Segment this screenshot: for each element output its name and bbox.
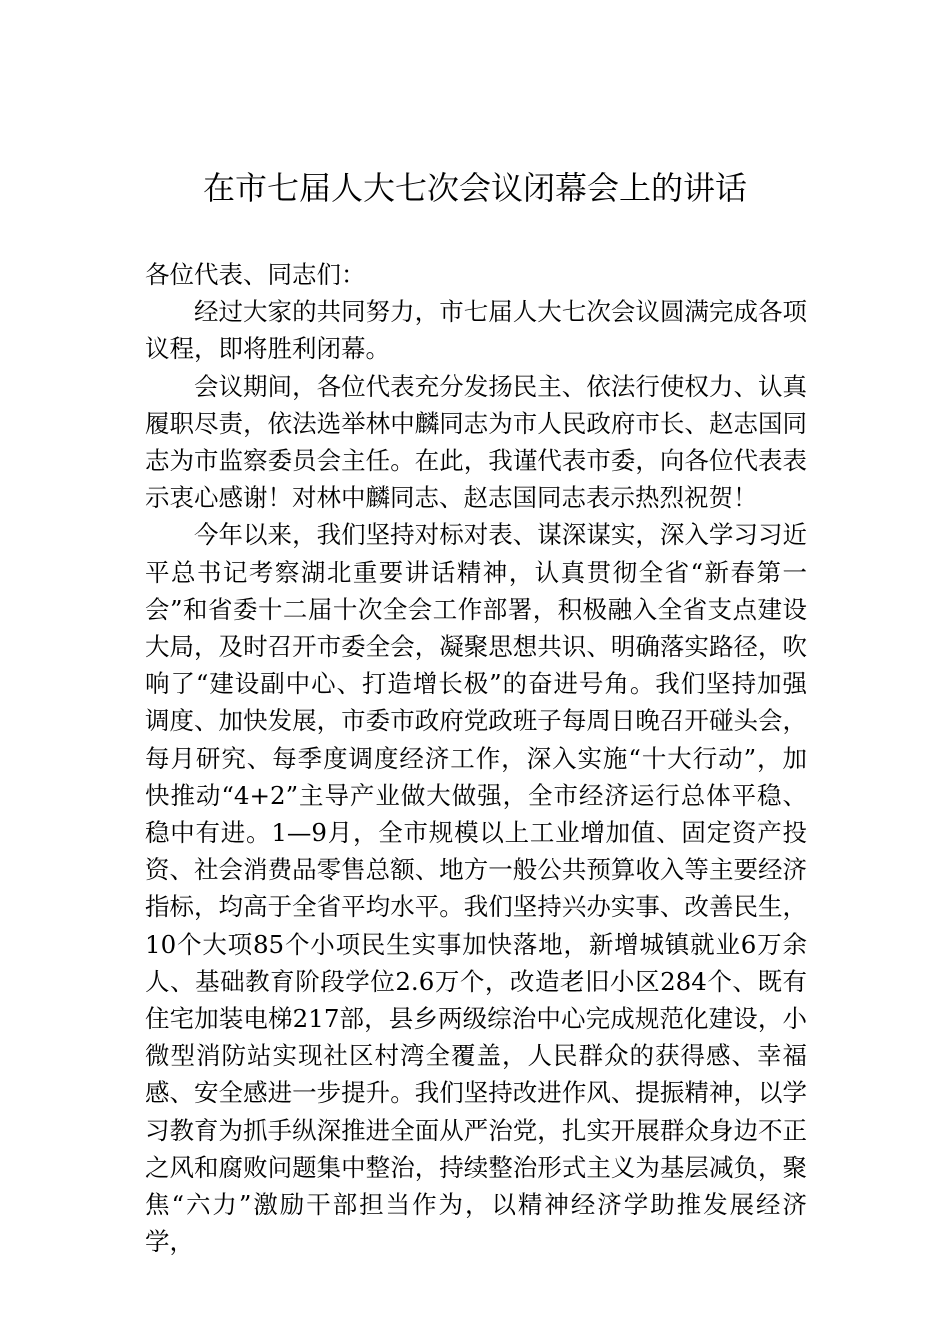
- document-body: [145, 256, 807, 1260]
- paragraph: 会议期间，各位代表充分发扬民主、依法行使权力、认真履职尽责，依法选举林中麟同志为市人民政府市长、赵志国同志为市监察委员会主任。在此，我谨代表市委，向各位代表表示衷心感谢！对林中麟同志、赵志国同志表示热烈祝贺！: [145, 371, 807, 513]
- paragraph: 今年以来，我们坚持对标对表、谋深谋实，深入学习习近平总书记考察湖北重要讲话精神，认真贯彻全省“新春第一会”和省委十二届十次全会工作部署，积极融入全省支点建设大局，及时召开市委全会，凝聚思想共识、明确落实路径，吹响了“建设副中心、打造增长极”的奋进号角。我们坚持加强调度、加快发展，市委市政府党政班子每周日晚召开碰头会，每月研究、每季度调度经济工作，深入实施“十大行动”，加快推动“4+2”主导产业做大做强，全市经济运行总体平稳、稳中有进。1—9月，全市规模以上工业增加值、固定资产投资、社会消费品零售总额、地方一般公共预算收入等主要经济指标，均高于全省平均水平。我们坚持兴办实事、改善民生，10个大项85个小项民生实事加快落地，新增城镇就业6万余人、基础教育阶段学位2.6万个，改造老旧小区284个、既有住宅加装电梯217部，县乡两级综治中心完成规范化建设，小微型消防站实现社区村湾全覆盖，人民群众的获得感、幸福感、安全感进一步提升。我们坚持改进作风、提振精神，以学习教育为抓手纵深推进全面从严治党，扎实开展群众身边不正之风和腐败问题集中整治，持续整治形式主义为基层减负，聚焦“六力”激励干部担当作为，以精神经济学助推发展经济学，: [145, 520, 807, 1257]
- document-title: 在市七届人大七次会议闭幕会上的讲话: [202, 169, 747, 207]
- paragraph: 经过大家的共同努力，市七届人大七次会议圆满完成各项议程，即将胜利闭幕。: [145, 297, 807, 364]
- salutation: 各位代表、同志们：: [145, 260, 366, 289]
